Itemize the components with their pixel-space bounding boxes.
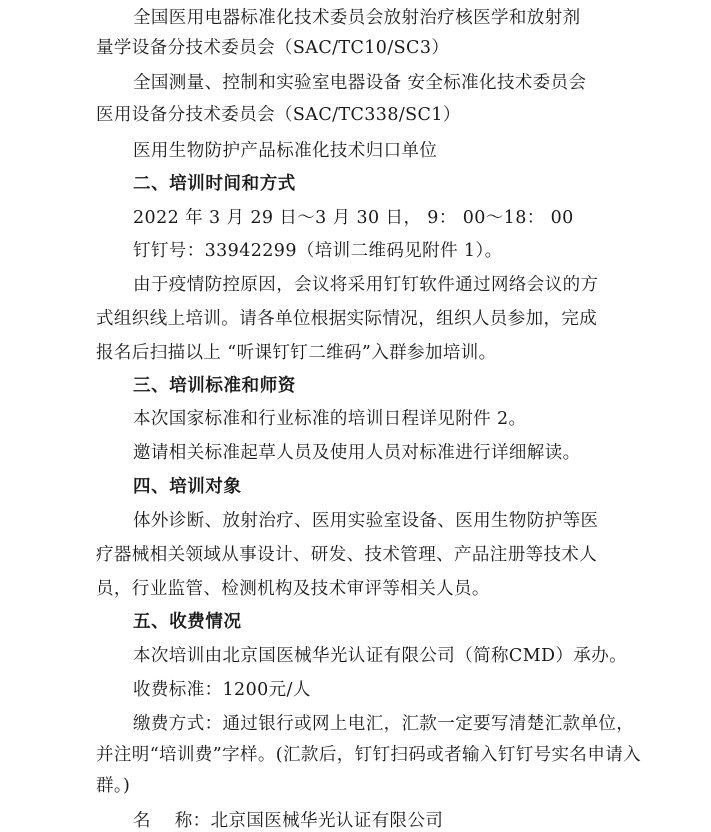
lecturers-line: 邀请相关标准起草人员及使用人员对标准进行详细解读。 [133,443,581,463]
committee-2-line-2: 医用设备分技术委员会（SAC/TC338/SC1） [96,105,461,125]
audience-line-3: 员，行业监管、检测机构及技术审评等相关人员。 [96,579,490,599]
account-name-value: 北京国医械华光认证有限公司 [210,811,444,831]
organizer-line: 本次培训由北京国医械华光认证有限公司（简称CMD）承办。 [133,646,628,666]
section-4-heading: 四、培训对象 [133,477,242,497]
account-name-label: 名 称： [133,811,211,831]
training-date-line: 2022 年 3 月 29 日～3 月 30 日， 9： 00～18： 00 [133,208,574,228]
committee-1-line-1: 全国医用电器标准化技术委员会放射治疗核医学和放射剂 [133,8,581,28]
payment-method-line-3: 群。) [96,776,131,796]
fee-standard-line: 收费标准：1200元/人 [133,680,311,700]
section-2-heading: 二、培训时间和方式 [133,174,296,194]
audience-line-1: 体外诊断、放射治疗、医用实验室设备、医用生物防护等医 [133,511,599,531]
committee-3-line-1: 医用生物防护产品标准化技术归口单位 [133,141,438,161]
audience-line-2: 疗器械相关领域从事设计、研发、技术管理、产品注册等技术人 [96,545,598,565]
payment-method-line-2: 并注明“培训费”字样。(汇款后，钉钉扫码或者输入钉钉号实名申请入 [96,745,642,765]
payment-method-line-1: 缴费方式：通过银行或网上电汇，汇款一定要写清楚汇款单位， [133,714,635,734]
committee-1-line-2: 量学设备分技术委员会（SAC/TC10/SC3） [96,38,450,58]
section-3-heading: 三、培训标准和师资 [133,376,296,396]
section-5-heading: 五、收费情况 [133,612,242,632]
standards-schedule-line: 本次国家标准和行业标准的培训日程详见附件 2。 [133,409,527,429]
committee-2-line-1: 全国测量、控制和实验室电器设备 安全标准化技术委员会 [133,73,587,93]
training-method-line-3: 报名后扫描以上 “听课钉钉二维码”入群参加培训。 [96,343,497,363]
training-method-line-1: 由于疫情防控原因，会议将采用钉钉软件通过网络会议的方 [133,275,599,295]
training-method-line-2: 式组织线上培训。请各单位根据实际情况，组织人员参加，完成 [96,309,598,329]
account-name-line [133,810,443,832]
dingtalk-number-line: 钉钉号：33942299（培训二维码见附件 1）。 [133,241,503,261]
